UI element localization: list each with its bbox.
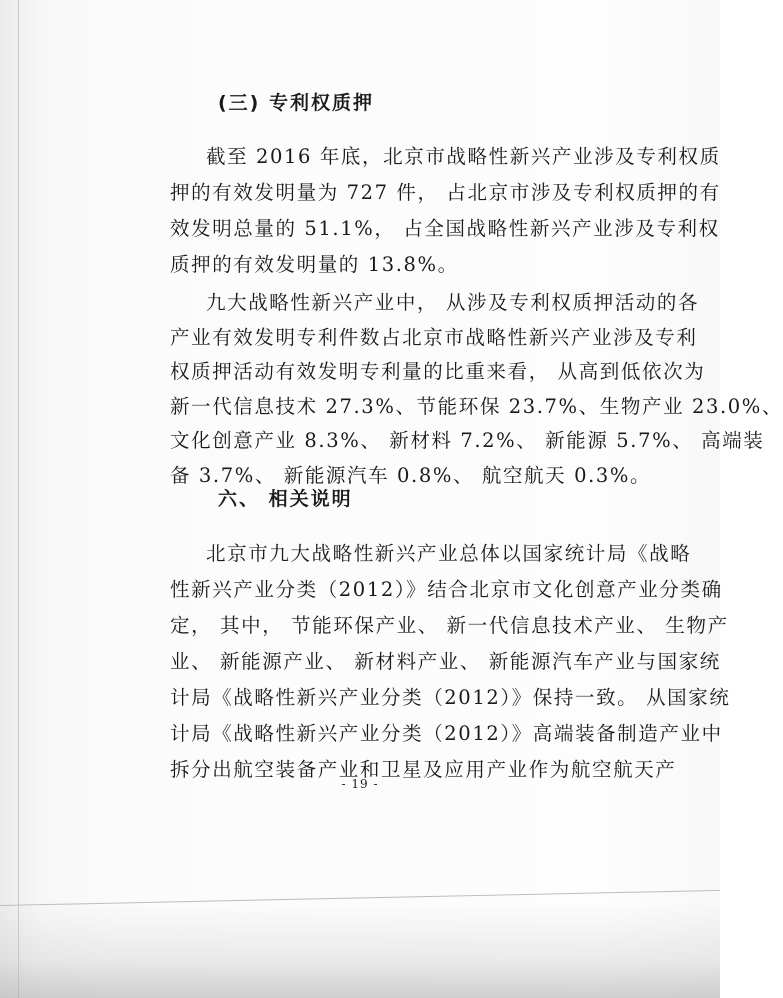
paragraph-line: 效发明总量的 51.1%， 占全国战略性新兴产业涉及专利权 [170, 217, 720, 240]
paragraph-line: 押的有效发明量为 727 件， 占北京市涉及专利权质押的有 [170, 181, 721, 204]
paragraph-line: 拆分出航空装备产业和卫星及应用产业作为航空航天产 [170, 758, 677, 781]
paragraph-line: 文化创意产业 8.3%、 新材料 7.2%、 新能源 5.7%、 高端装 [170, 429, 765, 452]
page-left-edge [18, 0, 19, 998]
paragraph-line: 计局《战略性新兴产业分类（2012）》保持一致。 从国家统 [170, 686, 731, 709]
paragraph-line: 质押的有效发明量的 13.8%。 [170, 253, 459, 276]
paragraph-line: 性新兴产业分类（2012）》结合北京市文化创意产业分类确 [170, 578, 723, 601]
paragraph-line: 新一代信息技术 27.3%、节能环保 23.7%、生物产业 23.0%、 [170, 394, 783, 418]
paragraph-line: 权质押活动有效发明专利量的比重来看， 从高到低依次为 [170, 360, 706, 383]
section-heading-related-notes: 六、 相关说明 [218, 488, 353, 510]
paragraph-line: 截至 2016 年底，北京市战略性新兴产业涉及专利权质 [206, 145, 721, 168]
page-bottom-shadow [0, 903, 720, 998]
paragraph-line: 北京市九大战略性新兴产业总体以国家统计局《战略 [206, 542, 692, 565]
paragraph-line: 业、 新能源产业、 新材料产业、 新能源汽车产业与国家统 [170, 650, 721, 673]
page-number: - 19 - [341, 777, 379, 791]
paragraph-line: 备 3.7%、 新能源汽车 0.8%、 航空航天 0.3%。 [170, 463, 652, 487]
paragraph-line: 计局《战略性新兴产业分类（2012）》高端装备制造产业中 [170, 722, 723, 745]
paragraph-line: 产业有效发明专利件数占北京市战略性新兴产业涉及专利 [170, 325, 698, 349]
paragraph-line: 定， 其中， 节能环保产业、 新一代信息技术产业、 生物产 [170, 614, 729, 637]
paragraph-line: 九大战略性新兴产业中， 从涉及专利权质押活动的各 [206, 291, 700, 314]
section-heading-patent-pledge: (三) 专利权质押 [218, 92, 374, 114]
